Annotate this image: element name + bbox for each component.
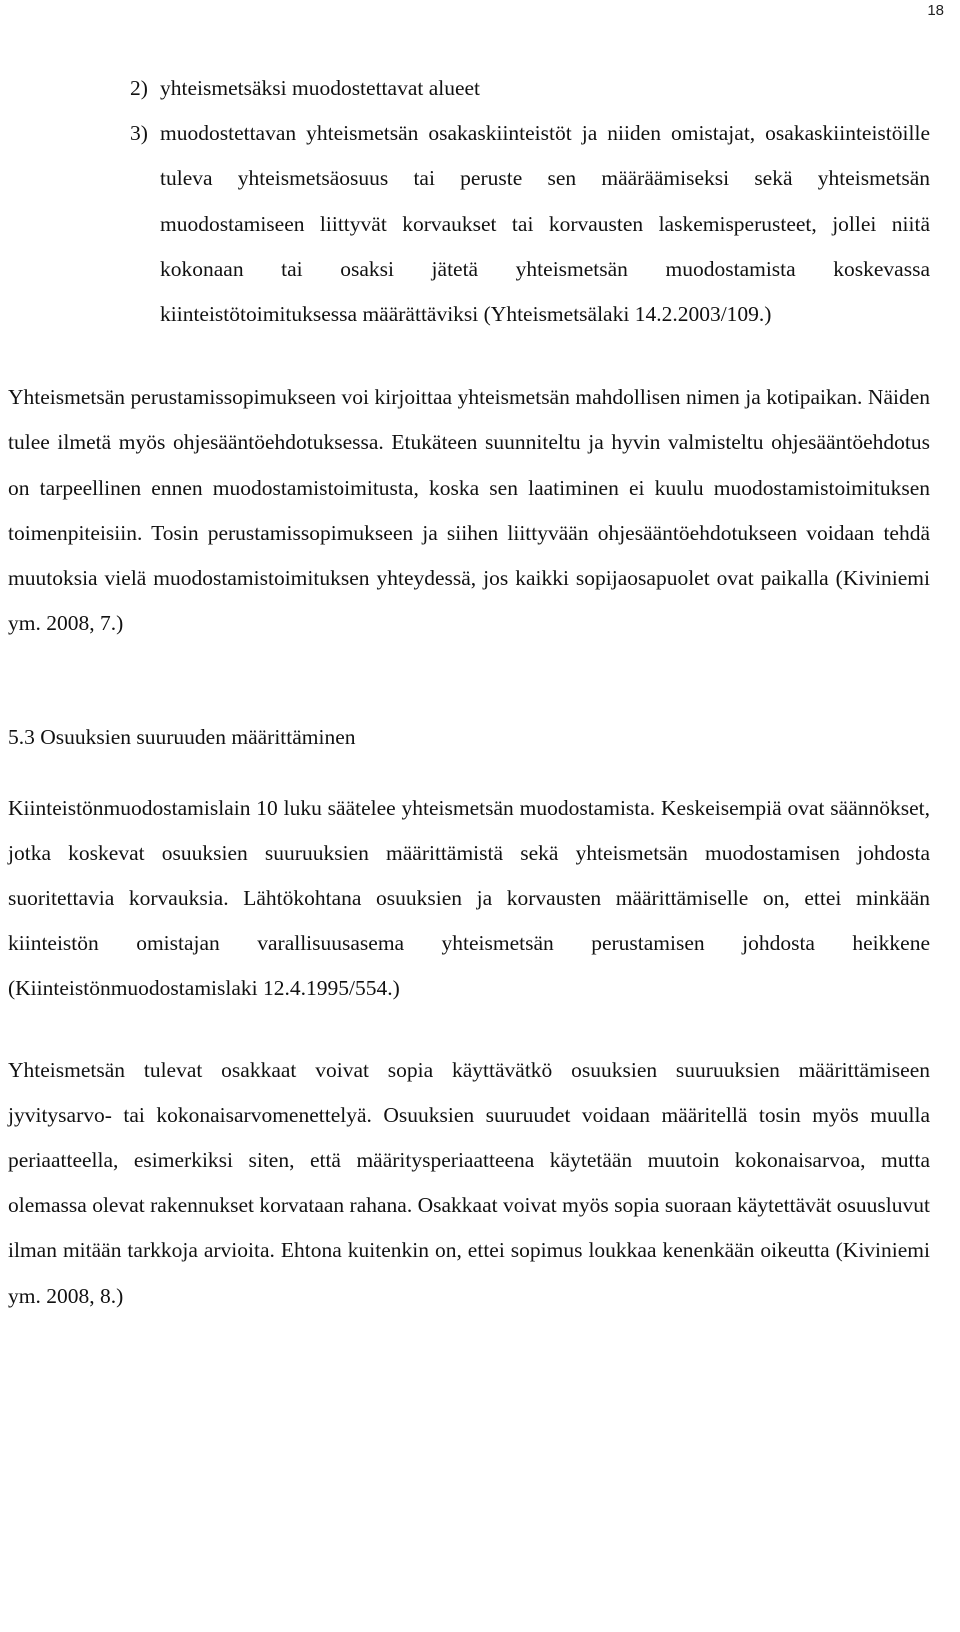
list-item-number: 2) bbox=[130, 76, 148, 100]
numbered-list bbox=[8, 66, 930, 337]
list-item bbox=[8, 66, 930, 111]
section-heading: 5.3 Osuuksien suuruuden määrittäminen bbox=[8, 725, 356, 750]
page-number: 18 bbox=[927, 2, 944, 19]
paragraph-perustamissopimus: Yhteismetsän perustamissopimukseen voi kirjoittaa yhteismetsän mahdollisen nimen ja kotipaikan. Näiden tulee ilmetä myös ohjesääntöehdotuksessa. Etukäteen suunniteltu ja hyvin valmisteltu ohjesääntöehdotus on tarpeellinen ennen muodostamistoimitusta, koska sen laatiminen ei kuulu muodostamistoimituksen toimenpiteisiin. Tosin perustamissopimukseen ja siihen liittyvään ohjesääntöehdotukseen voidaan tehdä muutoksia vielä muodostamistoimituksen yhteydessä, jos kaikki sopijaosapuolet ovat paikalla (Kiviniemi ym. 2008, 7.) bbox=[8, 385, 930, 636]
document-body bbox=[8, 66, 930, 1319]
paragraph-kiinteistonmuodostamislaki: Kiinteistönmuodostamislain 10 luku säätelee yhteismetsän muodostamista. Keskeisempiä ovat säännökset, jotka koskevat osuuksien suuruuksien määrittämistä sekä yhteismetsän muodostamisen johdosta suoritettavia korvauksia. Lähtökohtana osuuksien ja korvausten määrittämiselle on, ettei minkään kiinteistön omistajan varallisuusasema yhteismetsän perustamisen johdosta heikkene (Kiinteistönmuodostamislaki 12.4.1995/554.) bbox=[8, 795, 930, 1001]
list-item-number: 3) bbox=[130, 121, 148, 146]
list-item bbox=[8, 111, 930, 337]
list-item-text: muodostettavan yhteismetsän osakaskiinteistöt ja niiden omistajat, osakaskiinteistöille tuleva yhteismetsäosuus tai peruste sen määräämiseksi sekä yhteismetsän muodostamiseen liittyvät korvaukset tai korvausten laskemisperusteet, jollei niitä kokonaan tai osaksi jätetä yhteismetsän muodostamista koskevassa kiinteistötoimituksessa määrättäviksi (Yhteismetsälaki 14.2.2003/109.) bbox=[160, 121, 930, 327]
list-item-text: yhteismetsäksi muodostettavat alueet bbox=[160, 76, 481, 100]
paragraph-osuuksien-maarittaminen: Yhteismetsän tulevat osakkaat voivat sopia käyttävätkö osuuksien suuruuksien määrittämiseen jyvitysarvo- tai kokonaisarvomenettelyä. Osuuksien suuruudet voidaan määritellä tosin myös muulla periaatteella, esimerkiksi siten, että määritysperiaatteena käytetään muutoin kokonaisarvoa, mutta olemassa olevat rakennukset korvataan rahana. Osakkaat voivat myös sopia suoraan käytettävät osuusluvut ilman mitään tarkkoja arvioita. Ehtona kuitenkin on, ettei sopimus loukkaa kenenkään oikeutta (Kiviniemi ym. 2008, 8.) bbox=[8, 1057, 930, 1308]
